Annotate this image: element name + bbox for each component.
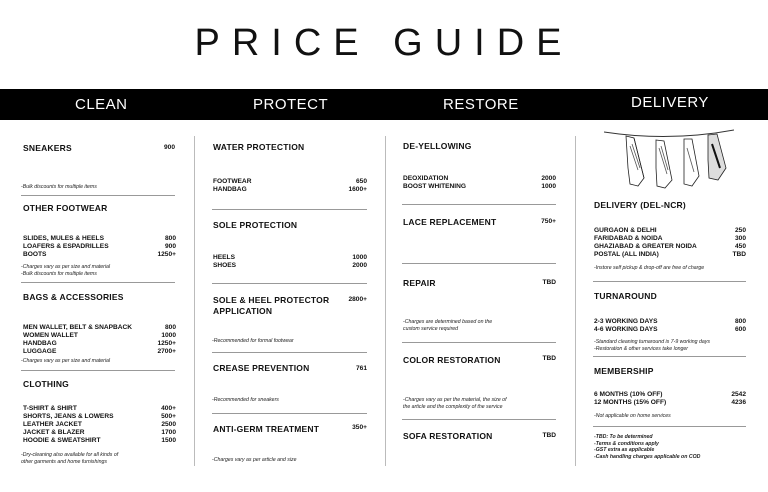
list-item: FARIDABAD & NOIDA 300 (594, 235, 746, 242)
divider (21, 282, 175, 283)
turnaround-list (594, 318, 746, 334)
sneakers-heading: SNEAKERS (23, 143, 72, 153)
anti-germ-note: -Charges vary as per article and size (212, 457, 297, 463)
other-footwear-note: -Charges vary as per size and material -Bulk discounts for multiple items (21, 264, 111, 277)
de-yellowing-heading: DE-YELLOWING (403, 141, 472, 151)
list-item: SHORTS, JEANS & LOWERS 500+ (23, 413, 176, 420)
delivery-ncr-list (594, 227, 746, 259)
membership-note: -Not applicable on home services (594, 413, 671, 419)
divider (593, 281, 746, 282)
repair-price: TBD (542, 279, 556, 286)
tab-restore: RESTORE (443, 96, 519, 113)
sofa-restoration-price: TBD (542, 432, 556, 439)
lace-replacement-heading: LACE REPLACEMENT (403, 217, 497, 227)
divider (593, 426, 746, 427)
bags-list (23, 324, 176, 356)
other-footwear-list (23, 235, 176, 259)
heel-protector-price: 2800+ (348, 296, 367, 303)
crease-prevention-note: -Recommended for sneakers (212, 397, 279, 403)
tab-clean: CLEAN (75, 96, 128, 113)
color-restoration-price: TBD (542, 355, 556, 362)
list-item: 12 MONTHS (15% OFF) 4236 (594, 399, 746, 406)
list-item: GURGAON & DELHI 250 (594, 227, 746, 234)
water-protection-list (213, 178, 367, 194)
delivery-ncr-heading: DELIVERY (DEL-NCR) (594, 200, 686, 210)
color-restoration-note: -Charges vary as per the material, the size of the article and the complexity of the service (403, 397, 507, 410)
crease-prevention-heading: CREASE PREVENTION (213, 363, 310, 373)
bags-heading: BAGS & ACCESSORIES (23, 292, 124, 302)
water-protection-heading: WATER PROTECTION (213, 142, 305, 152)
list-item: SHOES 2000 (213, 262, 367, 269)
de-yellowing-list (403, 175, 556, 191)
divider (593, 356, 746, 357)
list-item: HOODIE & SWEATSHIRT 1500 (23, 437, 176, 444)
list-item: JACKET & BLAZER 1700 (23, 429, 176, 436)
sneakers-note: -Bulk discounts for multiple items (21, 184, 97, 190)
section-band (0, 89, 768, 120)
repair-note: -Charges are determined based on the custom service required (403, 319, 493, 332)
list-item: POSTAL (ALL INDIA) TBD (594, 251, 746, 258)
list-item: DEOXIDATION 2000 (403, 175, 556, 182)
list-item: HANDBAG 1250+ (23, 340, 176, 347)
list-item: BOOTS 1250+ (23, 251, 176, 258)
hanging-sneakers-illustration (604, 124, 734, 194)
lace-replacement-price: 750+ (541, 218, 556, 225)
divider (21, 195, 175, 196)
anti-germ-heading: ANTI-GERM TREATMENT (213, 424, 320, 434)
list-item: FOOTWEAR 650 (213, 178, 367, 185)
sneakers-price: 900 (163, 144, 175, 151)
list-item: T-SHIRT & SHIRT 400+ (23, 405, 176, 412)
list-item: MEN WALLET, BELT & SNAPBACK 800 (23, 324, 176, 331)
crease-prevention-price: 761 (355, 365, 367, 372)
divider (402, 342, 556, 343)
list-item: 2-3 WORKING DAYS 800 (594, 318, 746, 325)
divider (212, 352, 367, 353)
divider (402, 263, 556, 264)
heel-protector-note: -Recommended for formal footwear (212, 338, 294, 344)
list-item: LUGGAGE 2700+ (23, 348, 176, 355)
membership-heading: MEMBERSHIP (594, 366, 654, 376)
column-divider (194, 136, 195, 466)
color-restoration-heading: COLOR RESTORATION (403, 355, 501, 365)
tab-protect: PROTECT (253, 96, 329, 113)
other-footwear-heading: OTHER FOOTWEAR (23, 203, 108, 213)
divider (212, 283, 367, 284)
repair-heading: REPAIR (403, 278, 436, 288)
sole-protection-list (213, 254, 367, 270)
list-item: WOMEN WALLET 1000 (23, 332, 176, 339)
list-item: 4-6 WORKING DAYS 600 (594, 326, 746, 333)
list-item: LEATHER JACKET 2500 (23, 421, 176, 428)
list-item: BOOST WHITENING 1000 (403, 183, 556, 190)
delivery-ncr-note: -Instore self pickup & drop-off are free of charge (594, 265, 705, 271)
list-item: GHAZIABAD & GREATER NOIDA 450 (594, 243, 746, 250)
list-item: 6 MONTHS (10% OFF) 2542 (594, 391, 746, 398)
clothing-note: -Dry-cleaning also available for all kinds of other garments and home furnishings (21, 452, 119, 465)
heel-protector-heading: SOLE & HEEL PROTECTOR APPLICATION (213, 295, 330, 316)
list-item: HANDBAG 1600+ (213, 186, 367, 193)
bags-note: -Charges vary as per size and material (21, 358, 111, 364)
sole-protection-heading: SOLE PROTECTION (213, 220, 298, 230)
page-title: PRICE GUIDE (194, 22, 574, 64)
tab-delivery: DELIVERY (631, 94, 709, 111)
sofa-restoration-heading: SOFA RESTORATION (403, 431, 493, 441)
divider (21, 370, 175, 371)
list-item: HEELS 1000 (213, 254, 367, 261)
column-divider (385, 136, 386, 466)
clothing-heading: CLOTHING (23, 379, 69, 389)
turnaround-note: -Standard cleaning turnaround is 7-9 working days -Restoration & other services take longer (594, 339, 710, 352)
anti-germ-price: 350+ (352, 424, 367, 431)
list-item: LOAFERS & ESPADRILLES 900 (23, 243, 176, 250)
clothing-list (23, 405, 176, 445)
column-divider (575, 136, 576, 466)
membership-list (594, 391, 746, 407)
divider (212, 209, 367, 210)
divider (212, 413, 367, 414)
turnaround-heading: TURNAROUND (594, 291, 657, 301)
divider (402, 204, 556, 205)
list-item: SLIDES, MULES & HEELS 800 (23, 235, 176, 242)
footer-notes: -TBD: To be determined -Terms & conditions apply -GST extra as applicable -Cash handling charges applicable on COD (594, 434, 701, 460)
divider (402, 419, 556, 420)
